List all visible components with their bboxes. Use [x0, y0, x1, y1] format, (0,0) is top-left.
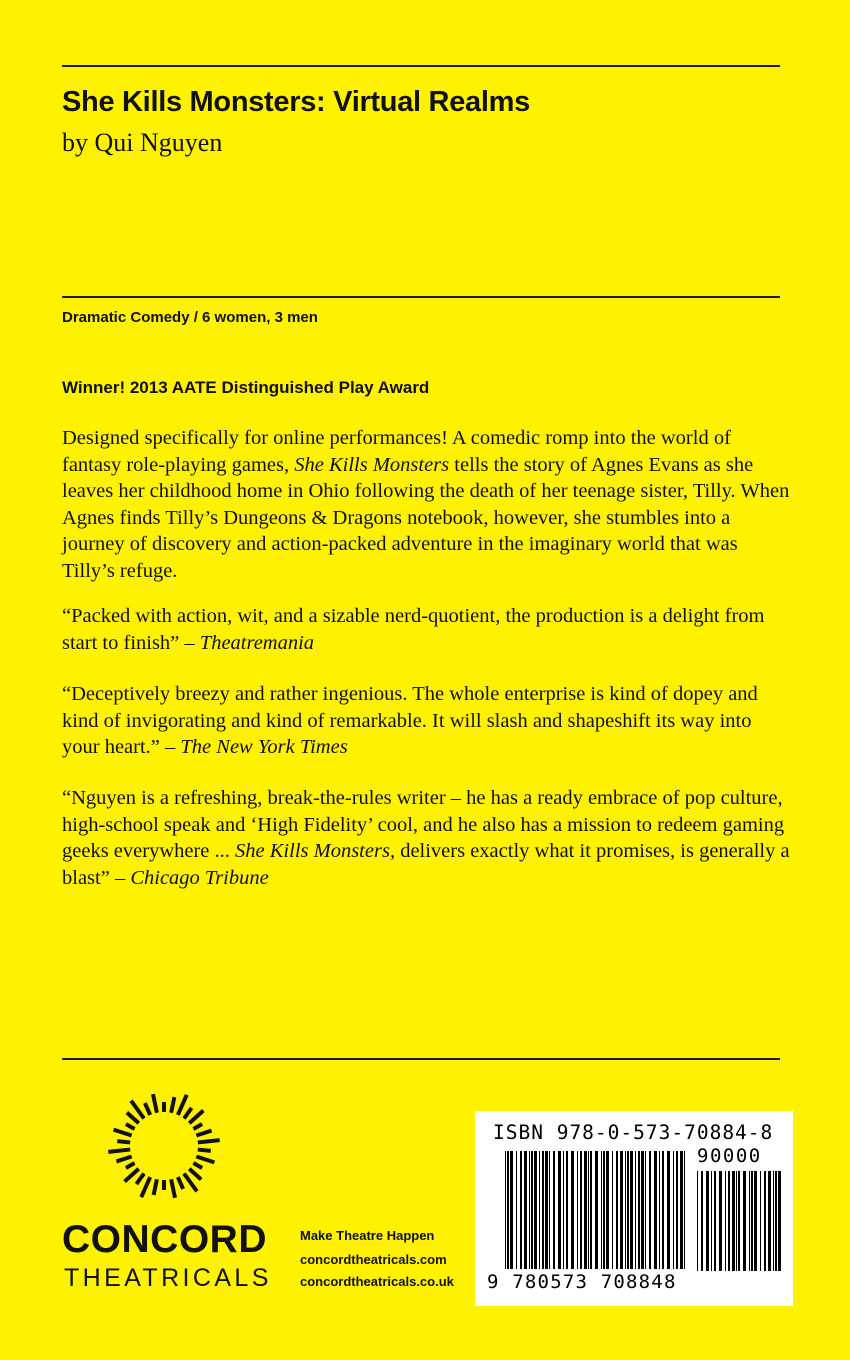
- publisher-name: CONCORD: [62, 1218, 267, 1261]
- logo-ray: [108, 1150, 130, 1152]
- barcode-bar: [728, 1171, 730, 1271]
- review-quote-2: [62, 681, 792, 761]
- barcode-bar: [778, 1171, 781, 1271]
- barcode-bar: [630, 1151, 633, 1269]
- barcode-bar: [684, 1151, 685, 1269]
- barcode-bar: [627, 1151, 629, 1269]
- barcode-bar: [775, 1171, 777, 1271]
- quote-text: “Packed with action, wit, and a sizable nerd-quotient, the production is a delight from start to finish” –: [62, 605, 765, 654]
- barcode-bar: [612, 1151, 613, 1269]
- top-rule: [62, 65, 780, 67]
- logo-ray: [184, 1108, 192, 1119]
- logo-ray: [189, 1111, 203, 1124]
- barcode-bar: [732, 1171, 735, 1271]
- barcode-bar: [649, 1151, 651, 1269]
- barcode-bar: [558, 1151, 561, 1269]
- review-quote-3: [62, 785, 792, 891]
- logo-ray: [145, 1103, 150, 1115]
- synopsis: [62, 425, 792, 584]
- logo-ray: [178, 1177, 183, 1189]
- quote-source: Chicago Tribune: [130, 866, 269, 889]
- barcode-bar: [719, 1171, 722, 1271]
- logo-ray: [189, 1169, 201, 1180]
- genre-cast: Dramatic Comedy / 6 women, 3 men: [62, 309, 318, 326]
- logo-ray: [116, 1157, 131, 1162]
- review-quote-1: [62, 603, 792, 656]
- barcode-bar: [764, 1171, 766, 1271]
- logo-ray: [126, 1124, 135, 1129]
- logo-ray: [136, 1174, 144, 1185]
- barcode-bar: [507, 1151, 509, 1269]
- barcode-bar: [534, 1151, 537, 1269]
- barcode-bar: [676, 1151, 678, 1269]
- barcode-bar: [635, 1151, 636, 1269]
- barcode-bar: [520, 1151, 522, 1269]
- barcode-bar: [529, 1151, 530, 1269]
- barcode-bar: [773, 1171, 774, 1271]
- ean-barcode-bars: [505, 1151, 685, 1283]
- barcode-bar: [616, 1151, 618, 1269]
- barcode-bar: [667, 1151, 670, 1269]
- barcode-bar: [706, 1171, 709, 1271]
- logo-ray: [114, 1130, 132, 1136]
- barcode-bar: [606, 1151, 609, 1269]
- barcode-bar: [563, 1151, 564, 1269]
- logo-ray: [127, 1113, 139, 1124]
- logo-ray: [171, 1179, 175, 1198]
- barcode-bar: [580, 1151, 582, 1269]
- barcode-bar: [531, 1151, 533, 1269]
- barcode-bar: [584, 1151, 587, 1269]
- logo-ray: [198, 1150, 211, 1151]
- logo-ray: [193, 1124, 202, 1129]
- price-code: 90000: [697, 1145, 762, 1167]
- barcode-bar: [659, 1151, 660, 1269]
- barcode-bar: [625, 1151, 626, 1269]
- barcode-bar: [577, 1151, 578, 1269]
- barcode-bar: [505, 1151, 506, 1269]
- award-line: Winner! 2013 AATE Distinguished Play Award: [62, 378, 430, 397]
- barcode-bar: [571, 1151, 574, 1269]
- quote-text: “Nguyen is a refreshing, break-the-rules writer – he has a ready embrace of pop culture, high-school speak and ‘High Fidelity’ cool, and he also has a mission to redeem gaming geeks everywhere ...: [62, 787, 785, 862]
- quote-source: The New York Times: [180, 736, 348, 758]
- quote-play-title: She Kills Monsters: [235, 840, 390, 862]
- barcode-bar: [516, 1151, 517, 1269]
- barcode-bar: [588, 1151, 589, 1269]
- logo-ray: [141, 1177, 150, 1197]
- publisher-site-us: concordtheatricals.com: [300, 1252, 447, 1267]
- barcode-bar: [654, 1151, 657, 1269]
- logo-ray: [126, 1163, 135, 1168]
- logo-ray: [198, 1140, 220, 1142]
- barcode-bar: [638, 1151, 640, 1269]
- isbn-label: ISBN 978-0-573-70884-8: [493, 1121, 774, 1144]
- barcode-bar: [754, 1171, 757, 1271]
- logo-ray: [196, 1157, 214, 1163]
- logo-ray: [117, 1141, 130, 1142]
- publisher-subname: THEATRICALS: [64, 1264, 272, 1292]
- barcode-bar: [736, 1171, 737, 1271]
- addon-barcode-bars: [697, 1171, 783, 1283]
- barcode-bar: [749, 1171, 750, 1271]
- logo-ray: [153, 1094, 157, 1113]
- barcode-bar: [603, 1151, 605, 1269]
- barcode-bar: [701, 1171, 703, 1271]
- barcode-bar: [545, 1151, 548, 1269]
- barcode-bar: [711, 1171, 712, 1271]
- barcode-bar: [662, 1151, 664, 1269]
- logo-ray: [171, 1097, 174, 1113]
- synopsis-text-1: Designed specifically for online performances! A comedic romp into the world of fantasy role-playing games,: [62, 427, 731, 476]
- barcode-bar: [751, 1171, 753, 1271]
- quote-text: “Deceptively breezy and rather ingenious. The whole enterprise is kind of dopey and kind of invigorating and kind of remarkable. It will slash and shapeshift its way into your heart.” –: [62, 683, 758, 758]
- barcode-bar: [566, 1151, 568, 1269]
- barcode-bar: [645, 1151, 646, 1269]
- barcode-bar: [524, 1151, 527, 1269]
- barcode-bar: [595, 1151, 598, 1269]
- logo-ray: [154, 1179, 157, 1195]
- logo-ray: [196, 1131, 211, 1136]
- barcode-bar: [553, 1151, 555, 1269]
- synopsis-text-2: tells the story of Agnes Evans as she leaves her childhood home in Ohio following the death of her teenage sister, Tilly. When Agnes finds Tilly’s Dungeons & Dragons notebook, however, she stumbles into a journey of discovery and action-packed adventure in the imaginary world that was Tilly’s refuge.: [62, 453, 790, 582]
- barcode-bar: [539, 1151, 540, 1269]
- barcode-bar: [673, 1151, 674, 1269]
- barcode-bar: [680, 1151, 683, 1269]
- logo-ray: [193, 1163, 202, 1168]
- barcode-bar: [714, 1171, 716, 1271]
- footer-rule: [62, 1058, 780, 1060]
- book-author: by Qui Nguyen: [62, 128, 223, 157]
- logo-ray: [178, 1095, 187, 1115]
- synopsis-play-title: She Kills Monsters: [294, 453, 450, 476]
- barcode-bar: [768, 1171, 771, 1271]
- barcode-bar: [510, 1151, 513, 1269]
- barcode-bar: [760, 1171, 761, 1271]
- barcode-bar: [725, 1171, 726, 1271]
- barcode-bar: [641, 1151, 644, 1269]
- barcode-bar: [601, 1151, 602, 1269]
- publisher-site-uk: concordtheatricals.co.uk: [300, 1274, 454, 1289]
- barcode-bar: [738, 1171, 740, 1271]
- quote-text-2: , delivers exactly what it promises, is generally a blast” –: [62, 840, 790, 889]
- publisher-tagline: Make Theatre Happen: [300, 1228, 435, 1243]
- quote-source: Theatremania: [199, 631, 315, 654]
- barcode-bar: [542, 1151, 544, 1269]
- logo-ray: [125, 1169, 139, 1182]
- barcode-bar: [620, 1151, 623, 1269]
- barcode-bar: [590, 1151, 592, 1269]
- book-title: She Kills Monsters: Virtual Realms: [62, 86, 530, 118]
- barcode-bar: [743, 1171, 746, 1271]
- barcode-bar: [697, 1171, 698, 1271]
- sunburst-ring-icon: [104, 1086, 224, 1206]
- ean-digits: 9 780573 708848: [487, 1271, 677, 1293]
- isbn-barcode: [475, 1111, 793, 1306]
- genre-rule: [62, 296, 780, 298]
- barcode-bar: [549, 1151, 550, 1269]
